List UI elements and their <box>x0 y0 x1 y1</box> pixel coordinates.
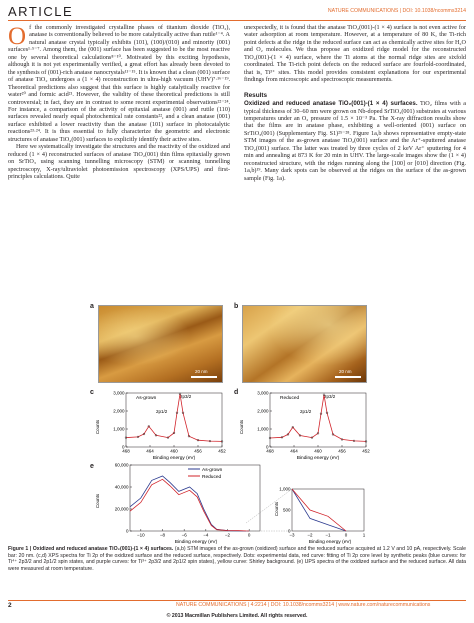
section-heading-results: Results <box>244 91 268 99</box>
legend-label-as-grown: As-grown <box>202 468 223 473</box>
legend-label: As-grown <box>136 396 157 401</box>
paragraph-intro <box>8 25 230 144</box>
ups-chart <box>96 463 376 545</box>
plot-frame <box>130 465 260 531</box>
paragraph-second: Here we systematically investigate the structures and the reactivity of the oxidized and reduced (1 × 4) reconstructed surfaces of anatase TiO₂(001) thin films epitaxially grown on SrTiO₃ using scanning tunnelling microscopy (STM) or scanning tunnelling spectroscopy, X-ray/ultraviolet photoemission spectroscopy (XPS/UPS) and first-principles calculations. Quite <box>8 144 230 181</box>
panel-letter-b: b <box>234 303 239 310</box>
legend <box>188 467 223 480</box>
paragraph-results-text: TiO₂ films with a typical thickness of 30–60 nm were grown on Nb-doped SrTiO₃(001) substrates at various temperatures under an O₂ pressure of 1.5 × 10⁻³ Pa. The X-ray diffraction results show that the films are in anatase phase, exhibiting a well-oriented (001) surface on SrTiO₃(001) (Supplementary Fig. S1)²⁵⁻²⁸. Figure 1a,b shows representative empty-state STM images of the as-grown anatase TiO₂(001) surface and the Ar⁺-sputtered anatase TiO₂(001) surface. The latter was treated by three cycles of 2 keV Ar⁺ sputtering for 4 min and annealing at 873 K for 20 min in UHV. The large-scale images show the (1 × 4) reconstructed structure, with the ridges running along the [100] or [010] direction (Fig. 1a,b)¹⁹. Many dark spots can be observed at the ridges on the surface of the as-grown sample (Fig. 1a). <box>244 101 466 182</box>
x-axis-label: Binding energy (eV) <box>152 456 196 461</box>
y-tick-label: 1,000 <box>257 426 269 432</box>
scale-label: 20 nm <box>339 369 352 374</box>
x-tick-label: 460 <box>170 448 178 454</box>
series-line <box>126 394 222 442</box>
x-tick-label: −8 <box>159 532 166 538</box>
y-tick-labels <box>113 391 125 450</box>
x-tick-labels <box>266 449 370 454</box>
peak-label-2p12: 2p1/2 <box>300 409 312 414</box>
x-tick-label: 456 <box>194 448 202 454</box>
plot-area <box>130 465 260 531</box>
caption-body: (a,b) STM images of the as-grown (oxidized) surface and the reduced surface acquired at 1.2 V and 10 pA, respectively. Scale bar: 20 nm. (c,d) XPS spectra for Ti 2p of the oxidized surface and the reduced surface, respectively. Dots: experimental data, red curve: fitting of Ti 2p core level by synthetic peaks (blue curves: for Ti⁴⁺ 2p3/2 and 2p1/2 spin states, and purple curves: for Ti³⁺ 2p3/2 and 2p1/2 spin states), yellow curve: Shirley background. (e) UPS spectra of the oxidized surface and the reduced surface. All data were measured at room temperature. <box>8 546 466 572</box>
subsection-heading: Oxidized and reduced anatase TiO₂(001)-(1 × 4) surfaces. <box>244 100 418 108</box>
x-tick-label: −10 <box>137 532 145 538</box>
inset-x-tick-label: −1 <box>325 532 331 538</box>
copyright-notice: © 2013 Macmillan Publishers Limited. All rights reserved. <box>166 613 308 619</box>
y-axis-label: Counts <box>95 419 100 435</box>
inset-x-tick-label: −3 <box>289 532 295 538</box>
y-tick-label: 0 <box>265 444 269 450</box>
y-tick-label: 40,000 <box>114 484 129 490</box>
y-tick-labels <box>115 463 129 534</box>
x-tick-labels <box>137 533 251 538</box>
xps-chart-reduced <box>240 389 370 461</box>
inset-y-axis-label: Counts <box>274 501 279 517</box>
x-tick-labels <box>122 449 226 454</box>
y-tick-label: 1,000 <box>113 426 125 432</box>
y-tick-label: 2,000 <box>113 408 125 414</box>
x-tick-label: 452 <box>218 448 226 454</box>
x-tick-label: 468 <box>122 448 130 454</box>
y-tick-label: 60,000 <box>114 462 129 468</box>
panel-letter-e: e <box>90 463 94 470</box>
x-tick-label: −6 <box>181 532 187 538</box>
stm-image-reduced <box>242 305 367 383</box>
page-number: 2 <box>8 602 12 609</box>
plot-area <box>269 393 367 447</box>
caption-heading: Figure 1 | Oxidized and reduced anatase TiO₂(001)-(1 × 4) surfaces. <box>8 546 174 552</box>
plot-frame <box>270 393 366 447</box>
y-tick-label: 3,000 <box>257 390 269 396</box>
y-tick-label: 20,000 <box>114 506 129 512</box>
inset-connector <box>246 486 292 523</box>
legend-label: Reduced <box>280 396 300 401</box>
scale-bar <box>335 376 361 378</box>
inset-y-tick-label: 1,000 <box>279 486 291 492</box>
y-tick-label: 3,000 <box>113 390 125 396</box>
x-axis-label: Binding energy (eV) <box>174 540 218 545</box>
peak-label-2p32: 2p3/2 <box>180 394 192 399</box>
inset-series-line <box>292 489 346 531</box>
panel-letter-a: a <box>90 303 94 310</box>
x-axis-label: Binding energy (eV) <box>296 456 340 461</box>
peak-label-2p12: 2p1/2 <box>156 409 168 414</box>
footer-rule <box>8 600 466 601</box>
article-label: ARTICLE <box>8 4 74 19</box>
plot-area <box>125 393 223 447</box>
scale-bar <box>191 376 217 378</box>
y-tick-label: 2,000 <box>257 408 269 414</box>
inset-x-axis-label: Binding energy (eV) <box>308 540 352 545</box>
panel-letter-c: c <box>90 389 94 396</box>
paragraph-right-first: unexpectedly, it is found that the anatase TiO₂(001)-(1 × 4) surface is not even active for water adsorption at room temperature. However, at a temperature of 80 K, the Ti-rich point defects at the ridge in the reduced surface can act as chemically active sites for H₂O and O₂ molecules. We thus propose an oxidized ridge model for the reconstructed TiO₂(001)-(1 × 4) surface, where the Ti atoms at the normal ridge sites are sixfold coordinated. The Ti-rich point defects on the reduced surface are fourfold-coordinated, that is, Ti³⁺ sites. This model provides consistent explanations for our experimental findings from microscopic and spectroscopic measurements. <box>244 25 466 84</box>
panel-letter-d: d <box>234 389 239 396</box>
y-tick-label: 0 <box>125 528 129 534</box>
x-tick-label: 464 <box>146 448 154 454</box>
left-column <box>8 25 230 182</box>
paragraph-intro-text: f the commonly investigated crystalline phases of titanium dioxide (TiO₂), anatase is conventionally believed to be more catalytically active than rutile¹⁻⁴. A natural anatase crystal typically exhibits (101), (100)/(010) and minority (001) surfaces¹·⁵⁻⁷. Among them, the (001) surface has been suggested to be the most reactive one by several theoretical calculations⁸⁻¹⁰. Motivated by this exciting hypothesis, although it is not yet experimentally verified, a great effort has already been devoted to the synthesis of (001)-rich anatase nanocrystals¹¹⁻¹⁵. It is known that a clean (001) surface of anatase TiO₂ undergoes a (1 × 4) reconstruction in ultra-high vacuum (UHV)⁷·¹⁶⁻¹⁹. Theoretical predictions also suggest that this surface is highly catalytically reactive for water²⁰ and formic acid²¹. However, the validity of these theoretical predictions is still controversial; in fact, they are in contrast to some recent experimental observations²²⁻²⁴. For instance, a comparison of the activity of epitaxial anatase (001) and rutile (110) surfaces revealed nearly equal photochemical rate constants²², and a clean anatase (001) surface exhibited a lower reactivity than the anatase (101) surface in photocatalytic reactions²³·²⁴. It is thus essential to fully characterize the geometric and electronic structures of anatase TiO₂(001) surfaces to explicitly identify their active sites. <box>8 25 230 143</box>
inset-x-tick-label: −2 <box>307 532 313 538</box>
inset-x-tick-label: 1 <box>362 532 366 538</box>
xps-chart-as-grown <box>96 389 226 461</box>
footer-journal-line: NATURE COMMUNICATIONS | 4:2214 | DOI: 10.1038/ncomms3214 | www.nature.com/naturecommunications <box>176 602 431 608</box>
paragraph-results <box>244 100 466 183</box>
x-tick-label: −2 <box>224 532 231 538</box>
figure-1 <box>88 303 388 545</box>
peak-label-2p32: 2p3/2 <box>324 394 336 399</box>
y-axis-label: Counts <box>239 419 244 435</box>
series-line <box>130 476 249 531</box>
x-tick-label: 456 <box>338 448 346 454</box>
y-tick-labels <box>257 391 269 450</box>
x-tick-label: 464 <box>290 448 298 454</box>
x-tick-label: 452 <box>362 448 370 454</box>
stm-image-as-grown <box>98 305 223 383</box>
right-column <box>244 25 466 183</box>
x-tick-label: −4 <box>203 532 209 538</box>
header-rule <box>8 20 466 21</box>
inset-x-tick-label: 0 <box>344 532 348 538</box>
inset-plot <box>246 487 366 538</box>
x-tick-label: 468 <box>266 448 274 454</box>
journal-line: NATURE COMMUNICATIONS | DOI: 10.1038/ncomms3214 <box>327 8 466 14</box>
plot-frame <box>126 393 222 447</box>
x-tick-label: 460 <box>314 448 322 454</box>
page-header <box>8 4 466 20</box>
y-axis-label: Counts <box>95 493 100 509</box>
x-tick-label: 0 <box>247 532 251 538</box>
legend-label-reduced: Reduced <box>202 475 222 480</box>
scale-label: 20 nm <box>195 369 208 374</box>
figure-caption <box>8 546 466 572</box>
inset-y-tick-label: 500 <box>282 507 291 513</box>
y-tick-label: 0 <box>121 444 125 450</box>
drop-cap: O <box>8 23 27 50</box>
inset-y-tick-label: 0 <box>287 528 291 534</box>
